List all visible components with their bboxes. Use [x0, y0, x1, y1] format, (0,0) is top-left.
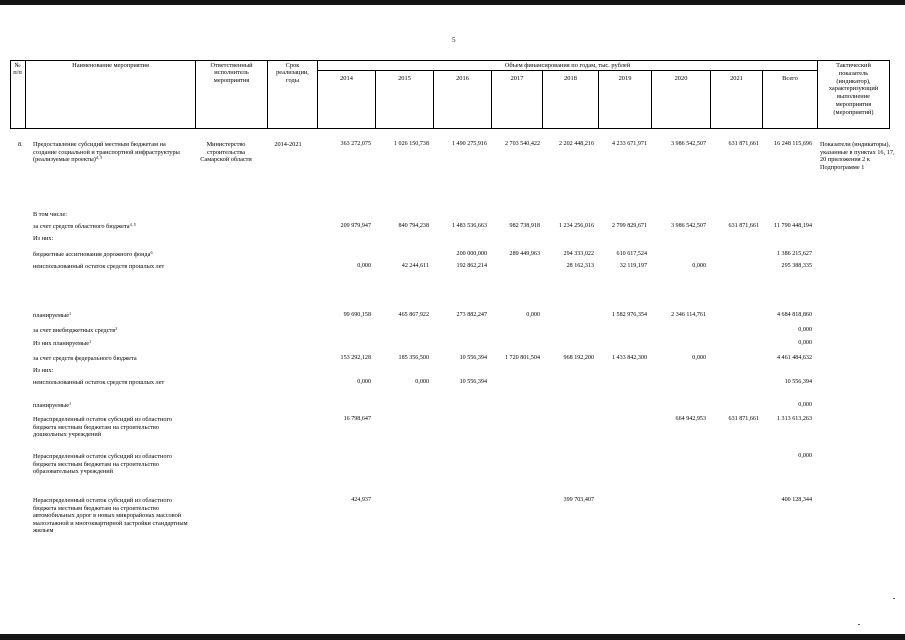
row-label-incl [33, 211, 191, 219]
header-year-2016: 2016 [456, 75, 469, 82]
page-number: 5 [452, 36, 456, 44]
row-label-planned1 [33, 312, 191, 320]
header-col-rule [889, 60, 890, 129]
main-row-value: 16 248 115,696 [774, 141, 812, 147]
row-value-planned1: 465 867,922 [398, 312, 429, 318]
header-term: Срок реализации, годы [276, 62, 309, 84]
row-value-unused1: 32 119,197 [619, 263, 647, 269]
row-label-text: неиспользованный остаток средств прошлых лет [33, 379, 165, 386]
row-value-regional: 840 794,238 [398, 223, 429, 229]
row-label-from2 [33, 367, 191, 375]
row-value-planned1: 99 690,158 [343, 312, 371, 318]
row-label-sup: 6 [150, 249, 153, 255]
main-row-name-text: Предоставление субсидий местным бюджетам на создание социальной и транспортной инфраструктуры (реализуемые проекты) [33, 141, 180, 164]
row-value-unused1: 0,000 [692, 263, 706, 269]
row-value-federal: 968 192,200 [563, 355, 594, 361]
main-row-executor: Министерство строительства Самарской области [200, 141, 252, 164]
row-value-rest_roads: 400 128,344 [781, 497, 812, 503]
row-value-federal: 1 433 842,300 [611, 355, 647, 361]
row-value-regional: 2 799 829,671 [611, 223, 647, 229]
row-value-rest_preschool: 664 942,953 [675, 416, 706, 422]
row-value-federal: 10 556,394 [459, 355, 487, 361]
header-year-2021: 2021 [730, 75, 743, 82]
row-label-sup: 4, 5 [129, 221, 136, 227]
row-label-text: за счет средств федерального бюджета [33, 355, 137, 362]
row-value-federal: 1 720 801,504 [504, 355, 540, 361]
row-value-road_fund: 294 333,022 [563, 251, 594, 257]
row-label-text: бюджетные ассигнования дорожного фонда [33, 251, 151, 258]
row-value-rest_preschool: 1 313 613,263 [776, 416, 812, 422]
header-col-rule [317, 60, 318, 129]
row-label-unused2 [33, 379, 191, 387]
row-label-text: за счет внебюджетных средств [33, 327, 116, 334]
row-label-sup: 1 [89, 338, 92, 344]
header-top-rule [10, 60, 890, 61]
row-value-unused1: 295 388,335 [781, 263, 812, 269]
row-label-text: Из них: [33, 235, 54, 242]
header-years-rule [317, 70, 817, 71]
row-value-regional: 982 738,918 [509, 223, 540, 229]
main-row-value: 631 871,661 [728, 141, 759, 147]
row-value-unused1: 28 162,313 [566, 263, 594, 269]
row-value-road_fund: 1 386 215,627 [776, 251, 812, 257]
row-value-regional: 209 979,947 [340, 223, 371, 229]
main-row-value: 2 703 540,422 [504, 141, 540, 147]
row-value-planned1: 4 684 818,860 [776, 312, 812, 318]
row-label-regional [33, 223, 191, 231]
row-value-regional: 3 986 542,507 [670, 223, 706, 229]
row-label-text: планируемые [33, 402, 69, 409]
row-value-planned1: 0,000 [526, 312, 540, 318]
row-value-extrabudget: 0,000 [798, 327, 812, 333]
main-row-indicator: Показатели (индикаторы), указанные в пунктах 16, 17, 20 приложения 2 к Подпрограмме 1 [820, 141, 895, 171]
top-scan-border [0, 0, 905, 5]
table-header [10, 60, 890, 129]
header-year-2019: 2019 [618, 75, 632, 82]
row-value-planned3: 0,000 [798, 402, 812, 408]
row-label-text: за счет средств областного бюджета [33, 223, 130, 230]
scan-speck [893, 598, 895, 599]
header-indicator: Тактический показатель (индикатор), характеризующий выполнение мероприятия (мероприятий) [828, 62, 879, 116]
row-value-regional: 1 234 256,016 [558, 223, 594, 229]
row-label-rest_edu [33, 453, 191, 476]
main-row-name-sup: 4, 5 [95, 155, 103, 160]
header-bottom-rule [10, 128, 890, 129]
row-value-rest_roads: 424,937 [351, 497, 371, 503]
row-label-from1 [33, 235, 191, 243]
main-row-value: 1 026 150,738 [393, 141, 429, 147]
row-value-regional: 631 871,661 [728, 223, 759, 229]
row-value-unused1: 42 244,611 [401, 263, 429, 269]
scan-speck [858, 624, 860, 625]
row-value-rest_edu: 0,000 [798, 453, 812, 459]
main-row-name [33, 141, 191, 164]
row-value-rest_preschool: 16 798,647 [343, 416, 371, 422]
row-value-unused1: 0,000 [357, 263, 371, 269]
main-row-term: 2014-2021 [274, 141, 302, 148]
row-label-extrabudget [33, 327, 191, 335]
row-value-unused1: 192 862,214 [456, 263, 487, 269]
row-label-sup: 1 [68, 310, 72, 316]
row-value-federal: 153 292,128 [340, 355, 371, 361]
row-label-sup: 2 [115, 325, 118, 331]
header-year-2015: 2015 [398, 75, 411, 82]
header-year-2018: 2018 [564, 75, 577, 82]
row-value-unused2: 0,000 [415, 379, 429, 385]
row-label-text: Из них планируемые [33, 340, 90, 347]
row-label-road_fund [33, 251, 191, 259]
row-value-rest_roads: 399 703,407 [563, 497, 594, 503]
row-label-unused1 [33, 263, 191, 271]
row-label-text: планируемые [33, 312, 69, 319]
main-row-value: 363 272,075 [340, 141, 371, 147]
row-label-sup: 1 [68, 400, 72, 406]
main-row-value: 4 233 671,971 [611, 141, 647, 147]
main-row-value: 2 202 448,216 [558, 141, 594, 147]
row-label-text: Из них: [33, 367, 54, 374]
row-value-federal: 185 356,500 [398, 355, 429, 361]
row-value-regional: 11 790 448,194 [774, 223, 812, 229]
row-value-road_fund: 610 617,524 [616, 251, 647, 257]
row-label-planned3 [33, 402, 191, 410]
row-value-rest_preschool: 631 871,661 [728, 416, 759, 422]
row-value-planned2: 0,000 [798, 340, 812, 346]
row-value-planned1: 2 346 114,761 [671, 312, 706, 318]
main-row-value: 1 490 275,916 [451, 141, 487, 147]
row-label-text: неиспользованный остаток средств прошлых лет [33, 263, 165, 270]
bottom-scan-border [0, 634, 905, 640]
header-col-rule [25, 60, 26, 129]
row-label-text: Нераспределенный остаток субсидий из областного бюджета местным бюджетам на строительство автомобильных дорог в новых микрорайонах массовой малоэтажной и многоквартирной застройки стандартным жильем [33, 497, 188, 535]
header-volume: Объем финансирования по годам, тыс. рублей [504, 62, 631, 69]
header-num: № п/п [13, 62, 22, 77]
row-label-text: В том числе: [33, 211, 68, 218]
header-year-2020: 2020 [674, 75, 688, 82]
row-label-planned2 [33, 340, 191, 348]
header-name: Наименование мероприятия [72, 62, 149, 69]
row-value-road_fund: 289 449,963 [509, 251, 540, 257]
main-row-value: 3 986 542,507 [670, 141, 706, 147]
row-value-regional: 1 483 536,663 [451, 223, 487, 229]
header-year-2017: 2017 [510, 75, 524, 82]
row-label-text: Нераспределенный остаток субсидий из областного бюджета местным бюджетам на строительство образовательных учреждений [33, 453, 173, 476]
row-value-unused2: 0,000 [357, 379, 371, 385]
header-executor: Ответственный исполнитель мероприятия [210, 62, 253, 84]
row-value-unused2: 10 556,394 [459, 379, 487, 385]
row-value-planned1: 273 882,247 [456, 312, 487, 318]
row-num: 8. [18, 141, 23, 148]
row-label-rest_preschool [33, 416, 191, 439]
row-value-federal: 4 461 484,632 [776, 355, 812, 361]
header-year-2014: 2014 [340, 75, 353, 82]
row-label-rest_roads [33, 497, 191, 535]
row-value-planned1: 1 582 976,354 [611, 312, 647, 318]
row-label-federal [33, 355, 191, 363]
row-value-road_fund: 200 000,000 [456, 251, 487, 257]
row-value-federal: 0,000 [692, 355, 706, 361]
row-label-text: Нераспределенный остаток субсидий из областного бюджета местным бюджетам на строительство дошкольных учреждений [33, 416, 173, 439]
header-total: Всего [782, 75, 798, 82]
row-value-unused2: 10 556,394 [784, 379, 812, 385]
